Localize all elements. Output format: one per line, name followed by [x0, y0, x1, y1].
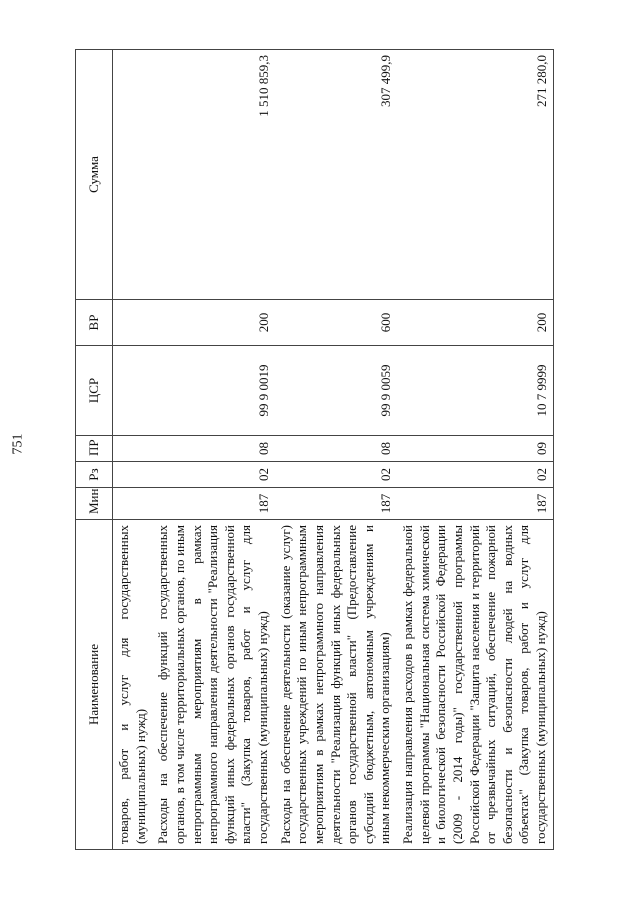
header-csr: ЦСР [76, 346, 113, 436]
table-header-row [76, 50, 113, 850]
row-sum: 271 280,0 [397, 50, 553, 300]
row-vr [113, 300, 153, 346]
table-row [113, 50, 153, 850]
row-min: 187 [152, 488, 274, 520]
header-vr: ВР [76, 300, 113, 346]
row-sum: 1 510 859,3 [152, 50, 274, 300]
header-sum: Сумма [76, 50, 113, 300]
row-vr: 200 [152, 300, 274, 346]
row-rz: 02 [397, 462, 553, 488]
row-csr: 99 9 0059 [275, 346, 397, 436]
row-min: 187 [397, 488, 553, 520]
row-csr: 99 9 0019 [152, 346, 274, 436]
row-rz [113, 462, 153, 488]
row-name: Расходы на обеспечение функций государственных органов, в том числе территориальных органов, по иным непрограммным мероприятиям в рамках непрограммного направления деятельности "Реализация функций иных федеральных органов государственной власти" (Закупка товаров, работ и услуг для государственных (муниципальных) нужд) [152, 520, 274, 850]
row-rz: 02 [152, 462, 274, 488]
row-min: 187 [275, 488, 397, 520]
row-csr [113, 346, 153, 436]
row-sum [113, 50, 153, 300]
row-pr: 09 [397, 436, 553, 462]
table-row [397, 50, 553, 850]
page-number: 751 [10, 433, 26, 455]
row-pr: 08 [152, 436, 274, 462]
row-rz: 02 [275, 462, 397, 488]
header-pr: ПР [76, 436, 113, 462]
row-csr: 10 7 9999 [397, 346, 553, 436]
header-name: Наименование [76, 520, 113, 850]
row-vr: 600 [275, 300, 397, 346]
header-rz: Рз [76, 462, 113, 488]
budget-table [75, 49, 554, 850]
row-sum: 307 499,9 [275, 50, 397, 300]
row-name: Расходы на обеспечение деятельности (оказание услуг) государственных учреждений по иным непрограммным мероприятиям в рамках непрограммного направления деятельности "Реализация функций иных федеральных органов государственной власти" (Предоставление субсидий бюджетным, автономным учреждениям и иным некоммерческим организациям) [275, 520, 397, 850]
table-row [275, 50, 397, 850]
row-vr: 200 [397, 300, 553, 346]
header-min: Мин [76, 488, 113, 520]
row-name: товаров, работ и услуг для государственных (муниципальных) нужд) [113, 520, 153, 850]
row-pr [113, 436, 153, 462]
rotated-page-content [75, 50, 585, 850]
row-min [113, 488, 153, 520]
row-name: Реализация направления расходов в рамках федеральной целевой программы "Национальная система химической и биологической безопасности Российской Федерации (2009 - 2014 годы)" государственной программы Российской Федерации "Защита населения и территорий от чрезвычайных ситуаций, обеспечение пожарной безопасности и безопасности людей на водных объектах" (Закупка товаров, работ и услуг для государственных (муниципальных) нужд) [397, 520, 553, 850]
table-row [152, 50, 274, 850]
row-pr: 08 [275, 436, 397, 462]
